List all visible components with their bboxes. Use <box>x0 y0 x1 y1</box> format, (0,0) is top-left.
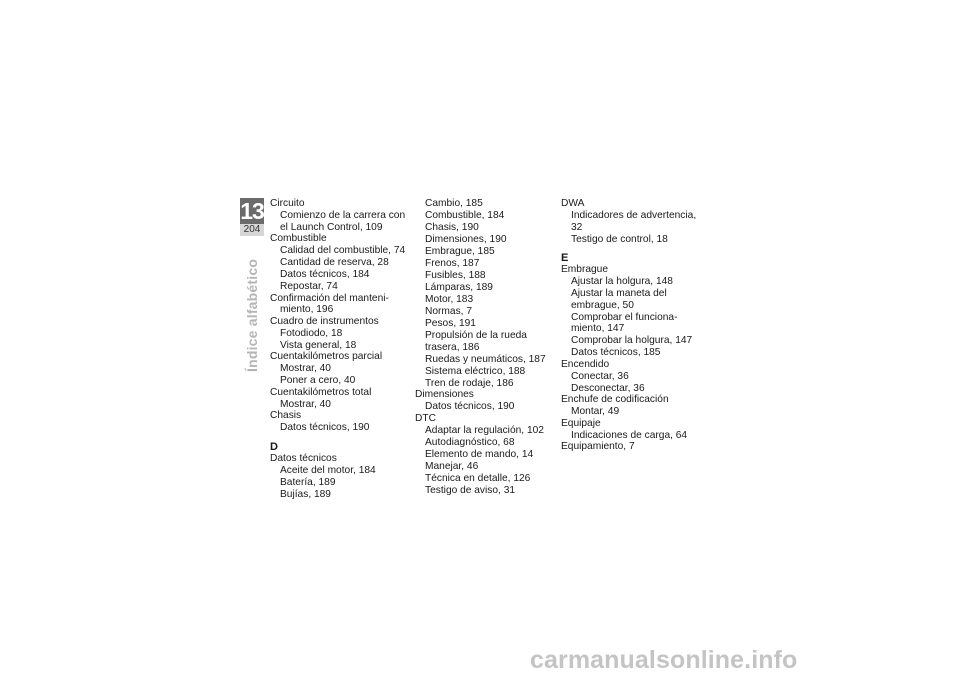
page-number: 204 <box>240 224 264 236</box>
index-subentry: Conectar, 36 <box>571 370 629 382</box>
watermark-text[interactable]: carmanualsonline.info <box>530 646 798 674</box>
index-subentry: Dimensiones, 190 <box>425 234 507 245</box>
index-term: Equipamiento, 7 <box>561 441 635 452</box>
index-subentry: Fusibles, 188 <box>425 270 486 281</box>
index-entry <box>270 316 406 352</box>
index-subentry: Indicadores de advertencia, 32 <box>571 210 697 233</box>
index-entry <box>561 264 697 359</box>
index-term: Circuito <box>270 198 305 209</box>
index-subentry: Montar, 49 <box>571 406 620 417</box>
index-subentry: Manejar, 46 <box>425 460 479 472</box>
index-subentry: Calidad del combustible, 74 <box>280 245 406 256</box>
index-subentry: Ajustar la maneta del embrague, 50 <box>571 288 667 311</box>
index-entry <box>270 198 406 233</box>
index-subentry: Tren de rodaje, 186 <box>425 377 514 389</box>
index-subentry: Fotodiodo, 18 <box>280 327 343 339</box>
index-subentry: Testigo de aviso, 31 <box>425 484 516 496</box>
index-subentry: Poner a cero, 40 <box>280 375 356 386</box>
index-entry <box>561 198 697 245</box>
index-column-1 <box>270 198 406 500</box>
index-letter-heading: E <box>561 252 569 264</box>
index-term: Cuadro de instrumentos <box>270 315 379 327</box>
index-subentry: Batería, 189 <box>280 476 336 488</box>
index-subentry: Comprobar la holgura, 147 <box>571 335 693 346</box>
index-subentry: Normas, 7 <box>425 306 472 317</box>
index-entry <box>270 387 406 411</box>
index-subentry: Elemento de mando, 14 <box>425 448 534 460</box>
index-entry <box>270 351 406 387</box>
index-subentry: Mostrar, 40 <box>280 363 331 374</box>
index-term: DWA <box>561 198 585 209</box>
index-subentry: Datos técnicos, 185 <box>571 347 661 358</box>
index-term: DTC <box>415 412 436 424</box>
index-subentry: Comprobar el funciona- miento, 147 <box>571 311 678 334</box>
index-term: Confirmación del manteni- <box>270 292 389 304</box>
index-subentry: Datos técnicos, 190 <box>425 401 515 412</box>
index-entry <box>561 359 697 395</box>
index-subentry: Datos técnicos, 190 <box>280 422 370 433</box>
index-term: Cuentakilómetros parcial <box>270 351 383 362</box>
index-term: Chasis <box>270 410 302 421</box>
index-letter-heading: D <box>270 440 278 453</box>
index-entry <box>415 389 551 413</box>
index-entry <box>270 233 406 293</box>
index-entry <box>561 394 697 418</box>
index-subentry: Lámparas, 189 <box>425 282 493 293</box>
chapter-number: 13 <box>240 198 264 224</box>
index-term: Embrague <box>561 264 609 275</box>
index-entry <box>561 418 697 442</box>
index-subentry: Combustible, 184 <box>425 210 505 221</box>
index-entry <box>270 410 406 434</box>
index-term: Encendido <box>561 358 610 370</box>
index-subentry: Motor, 183 <box>425 294 474 305</box>
index-subentry: Pesos, 191 <box>425 318 476 329</box>
index-entry <box>561 441 697 453</box>
index-term: Cuentakilómetros total <box>270 386 372 398</box>
index-subentry: Autodiagnóstico, 68 <box>425 436 515 448</box>
index-subentry: Embrague, 185 <box>425 246 495 257</box>
index-subentry: Técnica en detalle, 126 <box>425 472 531 484</box>
index-subentry: Testigo de control, 18 <box>571 233 668 245</box>
index-subentry: Sistema eléctrico, 188 <box>425 365 526 377</box>
index-entry <box>415 413 551 497</box>
index-subentry: Datos técnicos, 184 <box>280 269 370 280</box>
index-column-2 <box>415 198 551 496</box>
index-subentry: Frenos, 187 <box>425 258 480 269</box>
index-subentry: Indicaciones de carga, 64 <box>571 429 688 441</box>
index-subentry: Repostar, 74 <box>280 281 338 292</box>
index-term: Enchufe de codificación <box>561 394 669 405</box>
index-subentry: Adaptar la regulación, 102 <box>425 424 544 436</box>
chapter-tab <box>240 198 264 236</box>
index-subentry: Comienzo de la carrera con el Launch Control, 109 <box>280 210 406 233</box>
index-subentry: Cantidad de reserva, 28 <box>280 257 389 268</box>
index-subentry: Desconectar, 36 <box>571 382 645 394</box>
index-subentry: Aceite del motor, 184 <box>280 464 376 476</box>
section-title: Índice alfabético <box>244 258 260 372</box>
index-column-3 <box>561 198 697 453</box>
index-subentry: Ruedas y neumáticos, 187 <box>425 353 546 365</box>
index-term: Combustible <box>270 233 327 244</box>
index-term: Dimensiones <box>415 389 474 400</box>
index-term-continuation: miento, 196 <box>280 304 334 315</box>
index-entry <box>270 453 406 501</box>
index-subentry: Chasis, 190 <box>425 222 479 233</box>
index-subentry: Propulsión de la rueda trasera, 186 <box>425 330 527 353</box>
index-subentry: Cambio, 185 <box>425 198 483 209</box>
index-subentry: Bujías, 189 <box>280 488 331 500</box>
index-subentry: Ajustar la holgura, 148 <box>571 276 673 287</box>
index-subentry: Mostrar, 40 <box>280 398 331 410</box>
index-term: Datos técnicos <box>270 452 337 464</box>
index-term: Equipaje <box>561 417 601 429</box>
index-subentry: Vista general, 18 <box>280 339 357 351</box>
index-entry-continued <box>415 198 551 389</box>
index-entry <box>270 293 406 316</box>
